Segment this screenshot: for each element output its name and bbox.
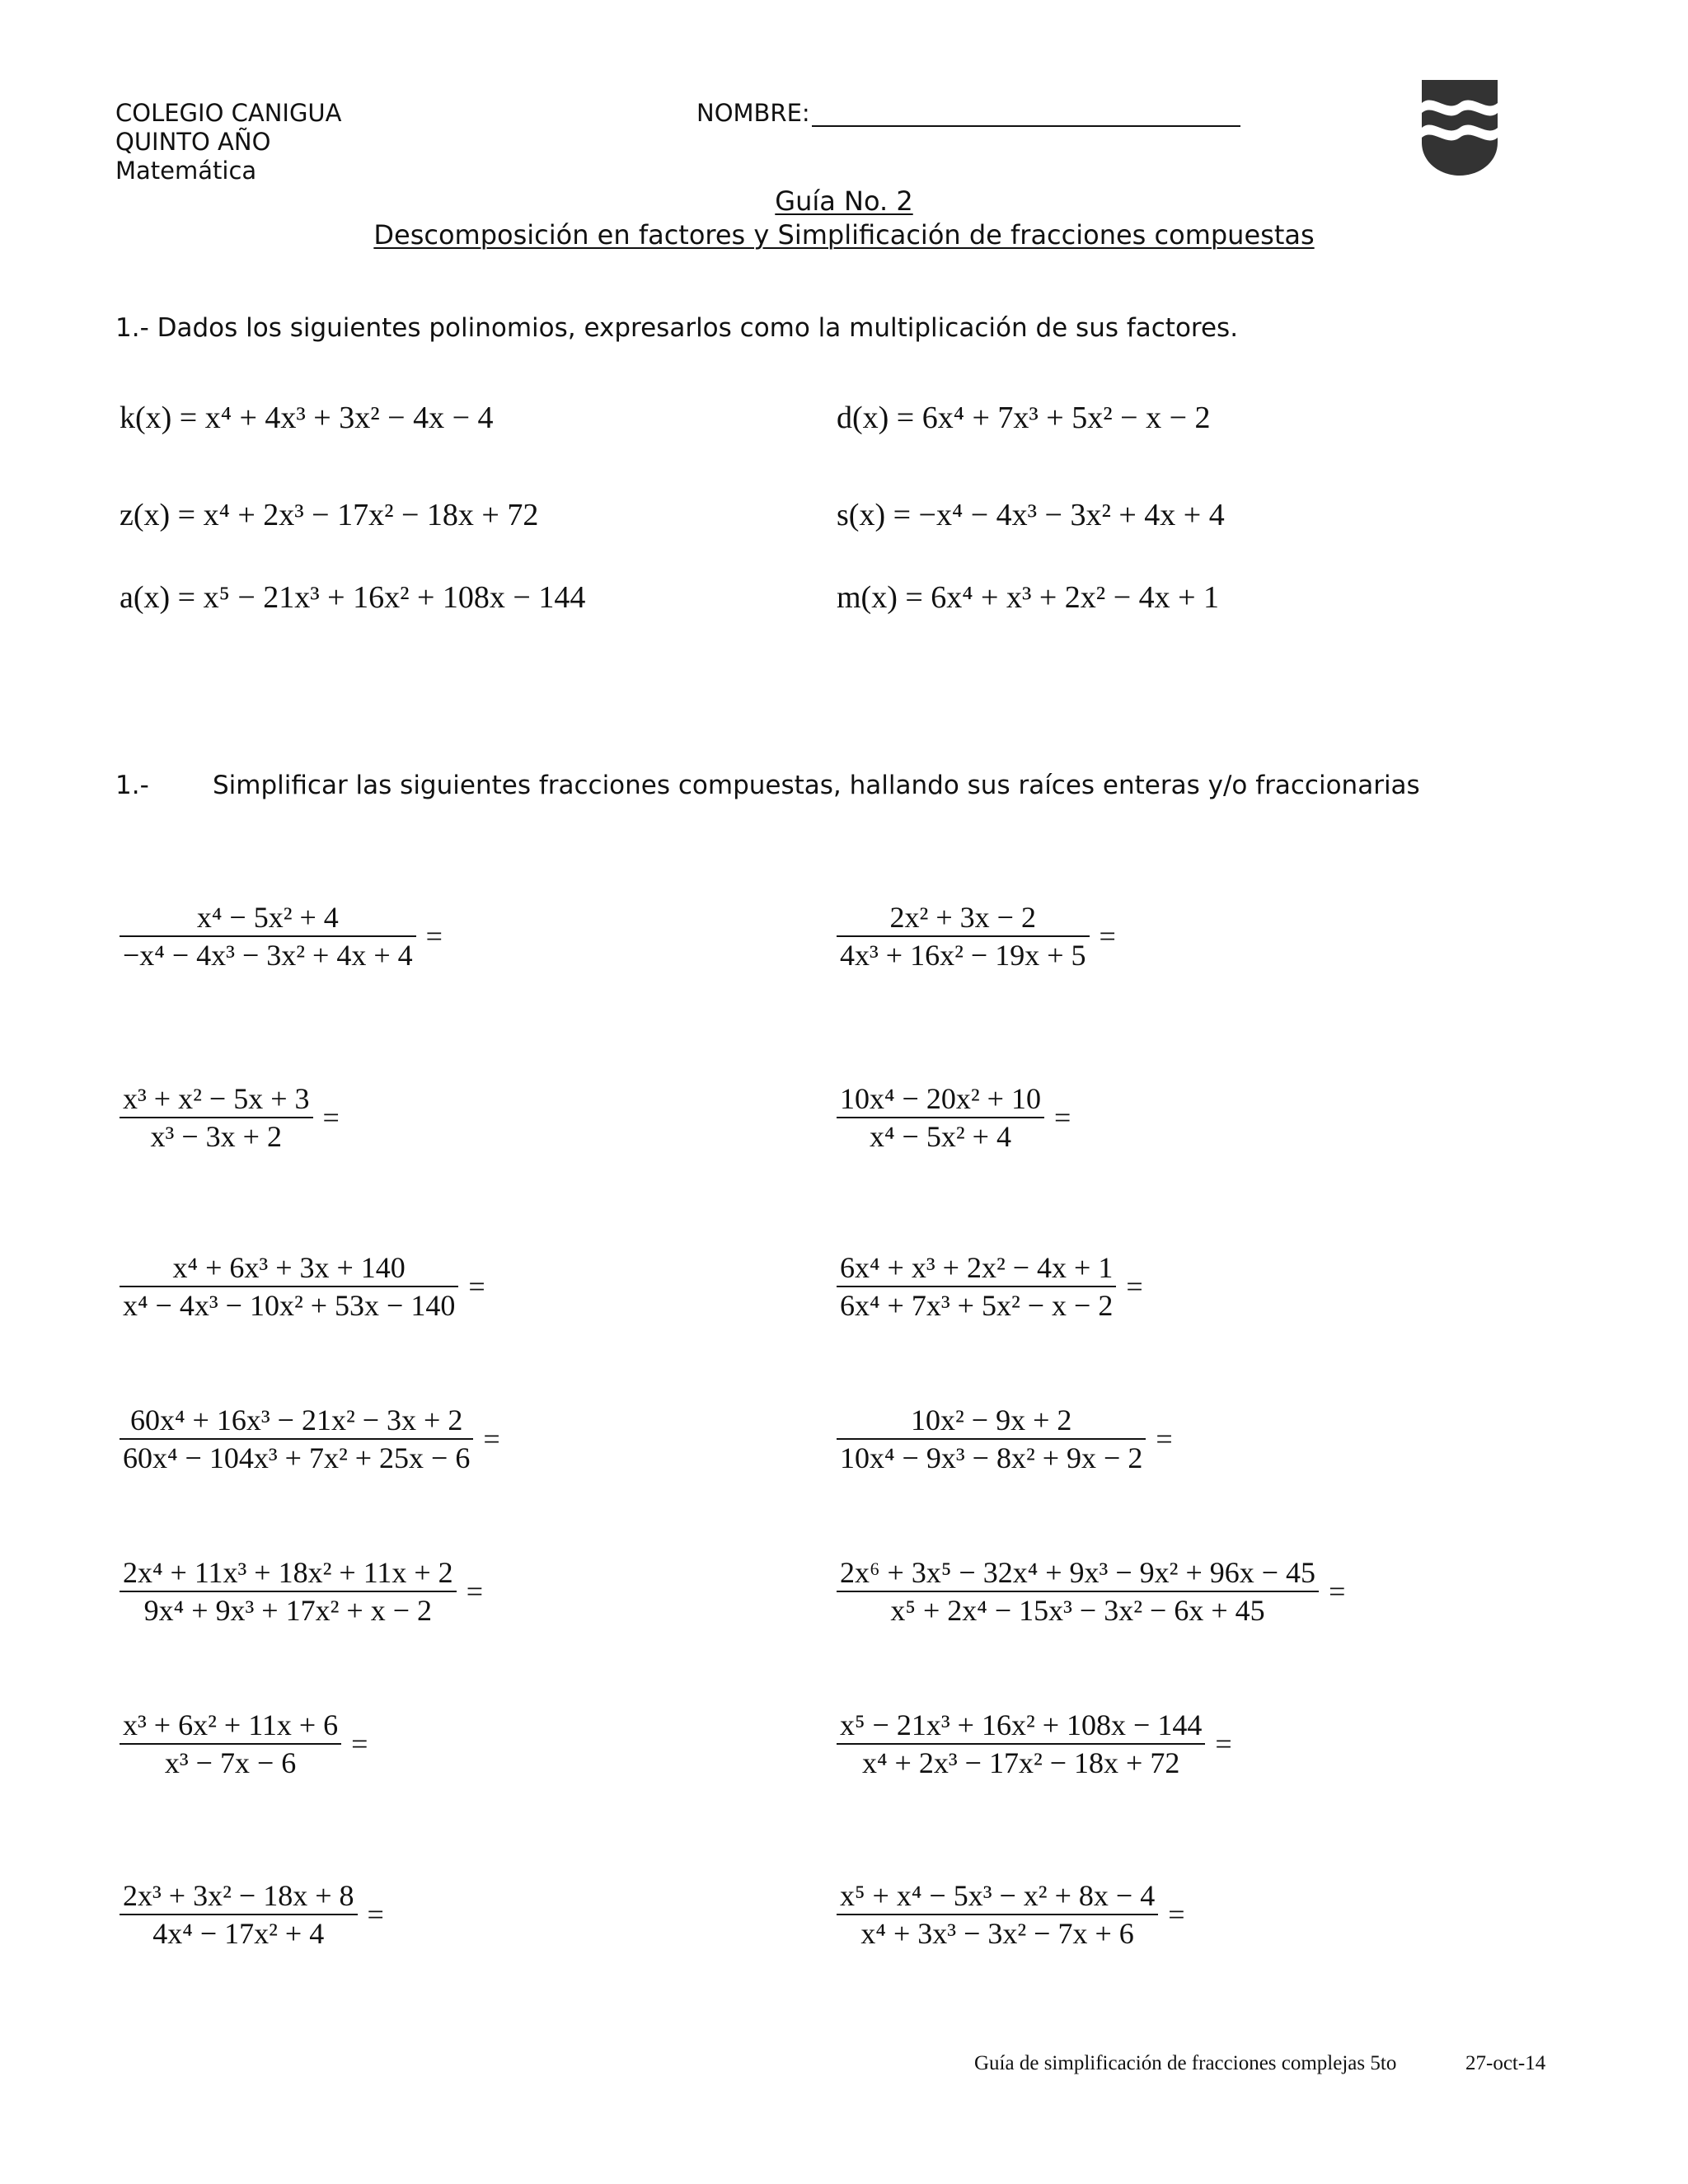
fraction-numerator: 10x² − 9x + 2 (910, 1404, 1072, 1436)
polynomial-a: a(x) = x⁵ − 21x³ + 16x² + 108x − 144 (120, 580, 586, 615)
grade-label: QUINTO AÑO (115, 128, 271, 156)
fraction-denominator: 4x⁴ − 17x² + 4 (152, 1917, 325, 1950)
equals-sign: = (1099, 920, 1116, 953)
school-name: COLEGIO CANIGUA (115, 99, 342, 127)
fraction-5 (120, 1251, 485, 1322)
equals-sign: = (351, 1727, 368, 1760)
question-2-number: 1.- (115, 771, 149, 800)
fraction-denominator: x⁴ + 2x³ − 17x² − 18x + 72 (862, 1746, 1180, 1779)
fraction-numerator: x⁴ + 6x³ + 3x + 140 (172, 1251, 406, 1284)
fraction-denominator: 9x⁴ + 9x³ + 17x² + x − 2 (143, 1594, 433, 1627)
equals-sign: = (1053, 1101, 1071, 1134)
fraction-7 (120, 1404, 500, 1474)
fraction-9 (120, 1556, 483, 1627)
equals-sign: = (1168, 1898, 1185, 1931)
fraction-denominator: x⁵ + 2x⁴ − 15x³ − 3x² − 6x + 45 (890, 1594, 1265, 1627)
fraction-denominator: x³ − 3x + 2 (150, 1120, 282, 1153)
fraction-denominator: −x⁴ − 4x³ − 3x² + 4x + 4 (123, 939, 413, 972)
equals-sign: = (367, 1898, 384, 1931)
subject-label: Matemática (115, 157, 257, 185)
fraction-numerator: 2x³ + 3x² − 18x + 8 (123, 1879, 354, 1912)
fraction-14 (837, 1879, 1185, 1950)
fraction-numerator: 2x⁴ + 11x³ + 18x² + 11x + 2 (123, 1556, 453, 1589)
fraction-denominator: 4x³ + 16x² − 19x + 5 (840, 939, 1086, 972)
equals-sign: = (1329, 1575, 1346, 1608)
fraction-numerator: x³ + x² − 5x + 3 (123, 1082, 310, 1115)
polynomial-k: k(x) = x⁴ + 4x³ + 3x² − 4x − 4 (120, 401, 494, 435)
fraction-4 (837, 1082, 1071, 1153)
school-logo (1422, 80, 1498, 176)
guide-title: Guía No. 2 (775, 185, 913, 217)
fraction-numerator: 60x⁴ + 16x³ − 21x² − 3x + 2 (130, 1404, 463, 1436)
fraction-denominator: 6x⁴ + 7x³ + 5x² − x − 2 (840, 1289, 1114, 1322)
fraction-numerator: 6x⁴ + x³ + 2x² − 4x + 1 (840, 1251, 1114, 1284)
name-blank-line[interactable] (812, 102, 1240, 127)
polynomial-z: z(x) = x⁴ + 2x³ − 17x² − 18x + 72 (120, 498, 539, 532)
fraction-numerator: 10x⁴ − 20x² + 10 (840, 1082, 1041, 1115)
equals-sign: = (468, 1270, 485, 1303)
equals-sign: = (322, 1101, 340, 1134)
fraction-2 (837, 901, 1116, 972)
fraction-6 (837, 1251, 1143, 1322)
fraction-numerator: x⁵ + x⁴ − 5x³ − x² + 8x − 4 (840, 1879, 1156, 1912)
fraction-10 (837, 1556, 1345, 1627)
fraction-8 (837, 1404, 1173, 1474)
footer-text: Guía de simplificación de fracciones complejas 5to (974, 2052, 1397, 2074)
equals-sign: = (466, 1575, 483, 1608)
equals-sign: = (483, 1422, 500, 1455)
footer-date: 27-oct-14 (1465, 2052, 1546, 2074)
name-label: NOMBRE: (696, 99, 810, 127)
question-1-instruction: 1.- Dados los siguientes polinomios, expresarlos como la multiplicación de sus factores. (115, 313, 1239, 343)
guide-topic: Descomposición en factores y Simplificación de fracciones compuestas (373, 219, 1315, 251)
fraction-numerator: 2x⁶ + 3x⁵ − 32x⁴ + 9x³ − 9x² + 96x − 45 (840, 1556, 1316, 1589)
fraction-13 (120, 1879, 384, 1950)
polynomial-d: d(x) = 6x⁴ + 7x³ + 5x² − x − 2 (837, 401, 1211, 435)
fraction-numerator: x³ + 6x² + 11x + 6 (123, 1708, 339, 1741)
fraction-denominator: x⁴ − 4x³ − 10x² + 53x − 140 (123, 1289, 456, 1322)
fraction-numerator: 2x² + 3x − 2 (889, 901, 1036, 934)
fraction-denominator: 60x⁴ − 104x³ + 7x² + 25x − 6 (123, 1441, 471, 1474)
equals-sign: = (1126, 1270, 1143, 1303)
question-2-instruction: Simplificar las siguientes fracciones compuestas, hallando sus raíces enteras y/o fraccionarias (213, 771, 1420, 800)
equals-sign: = (425, 920, 443, 953)
name-field[interactable] (696, 99, 1240, 127)
fraction-denominator: x⁴ − 5x² + 4 (870, 1120, 1011, 1153)
fraction-denominator: x⁴ + 3x³ − 3x² − 7x + 6 (860, 1917, 1134, 1950)
fraction-12 (837, 1708, 1232, 1779)
equals-sign: = (1156, 1422, 1173, 1455)
fraction-11 (120, 1708, 368, 1779)
polynomial-m: m(x) = 6x⁴ + x³ + 2x² − 4x + 1 (837, 580, 1220, 615)
fraction-denominator: 10x⁴ − 9x³ − 8x² + 9x − 2 (840, 1441, 1143, 1474)
fraction-3 (120, 1082, 340, 1153)
equals-sign: = (1215, 1727, 1232, 1760)
fraction-numerator: x⁴ − 5x² + 4 (196, 901, 339, 934)
fraction-denominator: x³ − 7x − 6 (164, 1746, 297, 1779)
fraction-1 (120, 901, 443, 972)
polynomial-s: s(x) = −x⁴ − 4x³ − 3x² + 4x + 4 (837, 498, 1225, 532)
fraction-numerator: x⁵ − 21x³ + 16x² + 108x − 144 (840, 1708, 1203, 1741)
